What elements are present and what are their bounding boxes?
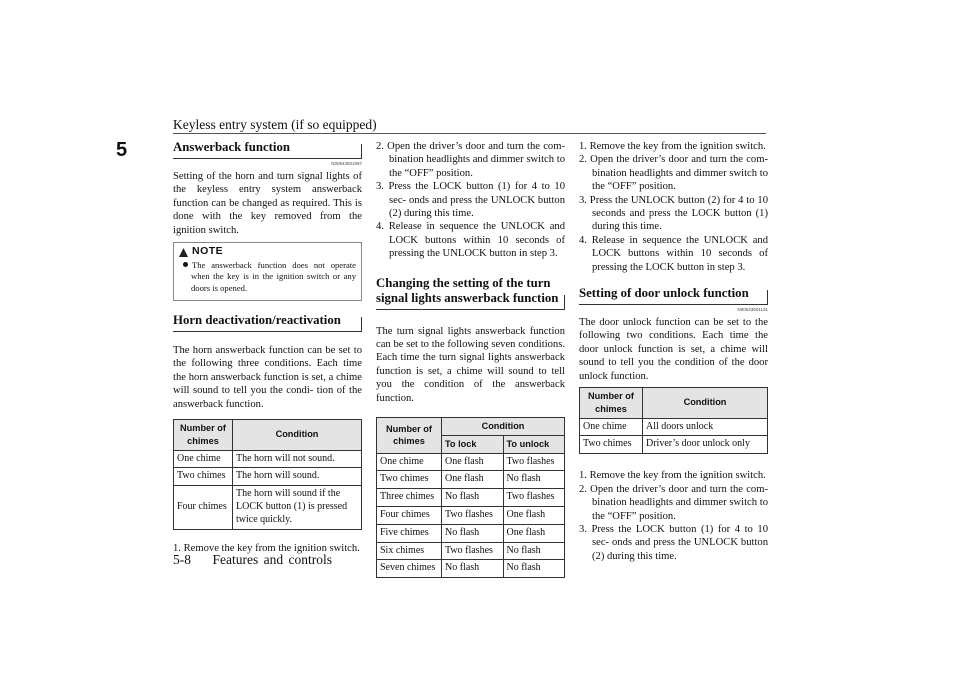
section-name: Features and controls [212, 552, 332, 567]
table-row: One chime The horn will not sound. [174, 450, 362, 468]
list-item: 3. Press the UNLOCK button (2) for 4 to 10 seconds and press the LOCK button (1) during this time. [579, 194, 768, 233]
list-item: 1. Remove the key from the ignition switch. [579, 141, 766, 152]
column-3 [579, 140, 768, 563]
note-label: NOTE [179, 246, 223, 258]
horn-heading: Horn deactivation/reactivation [173, 313, 362, 332]
answerback-heading: Answerback function [173, 140, 362, 159]
table-row: Two chimes The horn will sound. [174, 468, 362, 486]
table-header: Condition [643, 388, 768, 419]
door-unlock-steps [579, 469, 768, 563]
page-header-title: Keyless entry system (if so equipped) [173, 117, 377, 132]
table-row: Four chimes The horn will sound if the LOCK button (1) is pressed twice quickly. [174, 486, 362, 529]
list-item: 3. Press the LOCK button (1) for 4 to 10 sec- onds and press the UNLOCK button (2) during this time. [376, 181, 565, 220]
turn-signal-steps [579, 140, 768, 274]
chapter-number: 5 [116, 139, 128, 161]
table-header: Number of chimes [377, 418, 442, 454]
answerback-code: N00543501097 [331, 161, 362, 166]
list-item: 1. Remove the key from the ignition switch. [579, 470, 766, 482]
table-header: Condition [442, 418, 565, 436]
table-row: Two chimes Driver’s door unlock only [580, 436, 768, 454]
column-1 [173, 140, 362, 555]
note-text: The answerback function does not operate when the key is in the ignition switch or any doors is opened. [179, 260, 356, 295]
bullet-icon [183, 262, 188, 267]
door-unlock-table [579, 387, 768, 454]
table-row: Six chimes Two flashes No flash [377, 542, 565, 560]
list-item: 4. Release in sequence the UNLOCK and LOCK buttons within 10 seconds of pressing the LOCK button in step 3. [579, 234, 768, 273]
list-item: 1. Remove the key from the ignition switch. [173, 542, 360, 554]
list-item: 3. Press the LOCK button (1) for 4 to 10 sec- onds and press the UNLOCK button (2) during this time. [579, 523, 768, 562]
table-header: Number of chimes [174, 420, 233, 451]
table-row: One chime One flash Two flashes [377, 453, 565, 471]
turn-signal-heading: Changing the setting of the turn signal lights answerback function [376, 276, 565, 310]
note-box [173, 242, 362, 301]
page-footer [173, 552, 332, 568]
table-row: Seven chimes No flash No flash [377, 560, 565, 578]
horn-table [173, 419, 362, 530]
column-2 [376, 140, 565, 578]
table-header: Number of chimes [580, 388, 643, 419]
header-rule [173, 133, 766, 134]
list-item: 2. Open the driver’s door and turn the com- bination headlights and dimmer switch to the “OFF” position. [579, 483, 768, 522]
table-row: Two chimes One flash No flash [377, 471, 565, 489]
table-row: Three chimes No flash Two flashes [377, 489, 565, 507]
table-row: Five chimes No flash One flash [377, 524, 565, 542]
door-unlock-heading: Setting of door unlock function [579, 286, 768, 305]
table-header: To unlock [503, 435, 565, 453]
table-row: One chime All doors unlock [580, 418, 768, 436]
list-item: 2. Open the driver’s door and turn the com- bination headlights and dimmer switch to the “OFF” position. [376, 141, 565, 179]
list-item: 4. Release in sequence the UNLOCK and LOCK buttons within 10 seconds of pressing the UNLOCK button in step 3. [376, 221, 565, 260]
table-row: Four chimes Two flashes One flash [377, 507, 565, 525]
horn-text: The horn answerback function can be set to the following three conditions. Each time the horn answerback function is set, a chime will sound to tell you the condi- tion of the answerback function. [173, 345, 362, 410]
page-number: 5-8 [173, 552, 191, 567]
answerback-text: Setting of the horn and turn signal lights of the keyless entry system answerback function can be changed as required. This is done with the key removed from the ignition switch. [173, 171, 362, 236]
door-unlock-code: N00543601131 [737, 307, 768, 313]
turn-signal-text: The turn signal lights answerback function can be set to the following seven conditions. Each time the turn signal lights answerback function is set, a chime will sound to tell you the condition of the answerback function. [376, 325, 565, 404]
list-item: 2. Open the driver’s door and turn the com- bination headlights and dimmer switch to the “OFF” position. [579, 154, 768, 193]
horn-steps-continued [376, 140, 565, 261]
table-header: Condition [233, 420, 362, 451]
turn-signal-table [376, 417, 565, 578]
table-header: To lock [442, 435, 504, 453]
door-unlock-text: The door unlock function can be set to the following two conditions. Each time the door unlock function is set, a chime will sound to tell you the condition of the door unlock function. [579, 317, 768, 382]
